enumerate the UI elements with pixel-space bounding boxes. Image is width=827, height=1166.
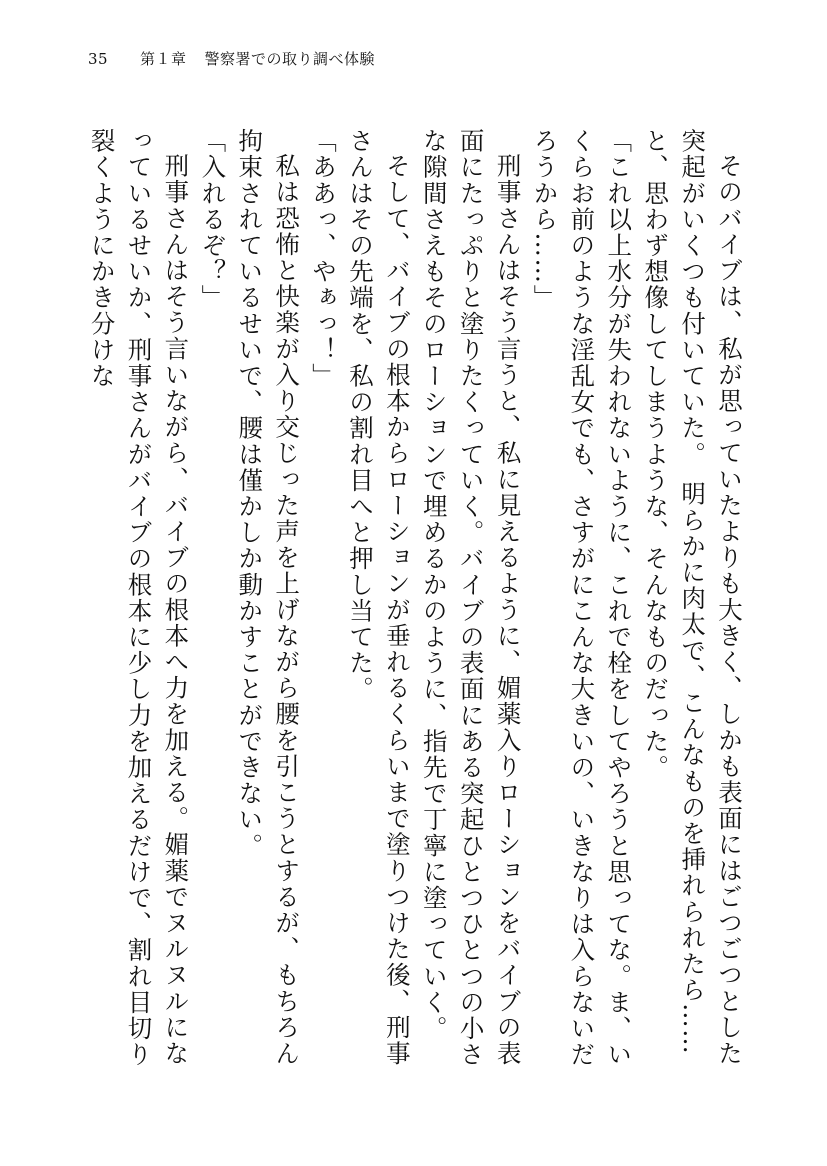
paragraph: そのバイブは、私が思っていたよりも大きく、しかも表面にはごつごつとした突起がいくつも付いていた。 明らかに肉太で、こんなものを挿れられたら……と、思わず想像してしまうような、そんなものだった。	[641, 128, 744, 1066]
paragraph: 私は恐怖と快楽が入り交じった声を上げながら腰を引こうとするが、もちろん拘束されているせいで、腰は僅かしか動かすことができない。	[235, 128, 302, 1066]
dialog-line: 「ああっ、やぁっ！」	[309, 128, 339, 389]
running-header	[88, 48, 375, 72]
page-number: 35	[88, 50, 109, 68]
chapter-label: 第１章	[140, 50, 187, 68]
paragraph: そして、バイブの根本からローションが垂れるくらいまで塗りつけた後、刑事さんはその先端を、私の割れ目へと押し当てた。	[345, 128, 412, 1066]
paragraph: 刑事さんはそう言うと、私に見えるように、媚薬入りローションをバイブの表面にたっぷりと塗りたくっていく。バイブの表面にある突起ひとつひとつの小さな隙間さえもそのローションで埋めるかのように、指先で丁寧に塗っていく。	[419, 128, 523, 1068]
chapter-title: 警察署での取り調べ体験	[204, 50, 376, 68]
dialog-line: 「入れるぞ？」	[198, 128, 228, 311]
paragraph: 刑事さんはそう言いながら、バイブの根本へ力を加える。媚薬でヌルヌルになっているせいか、刑事さんがバイブの根本に少し力を加えるだけで、割れ目切り裂くようにかき分けな	[87, 128, 191, 1068]
dialog-line: 「これ以上水分が失われないように、これで栓をしてやろうと思ってな。ま、いくらお前のような淫乱女でも、さすがにこんな大きいの、いきなりは入らないだろうから……」	[530, 128, 634, 1068]
vertical-body-text	[77, 128, 747, 1088]
